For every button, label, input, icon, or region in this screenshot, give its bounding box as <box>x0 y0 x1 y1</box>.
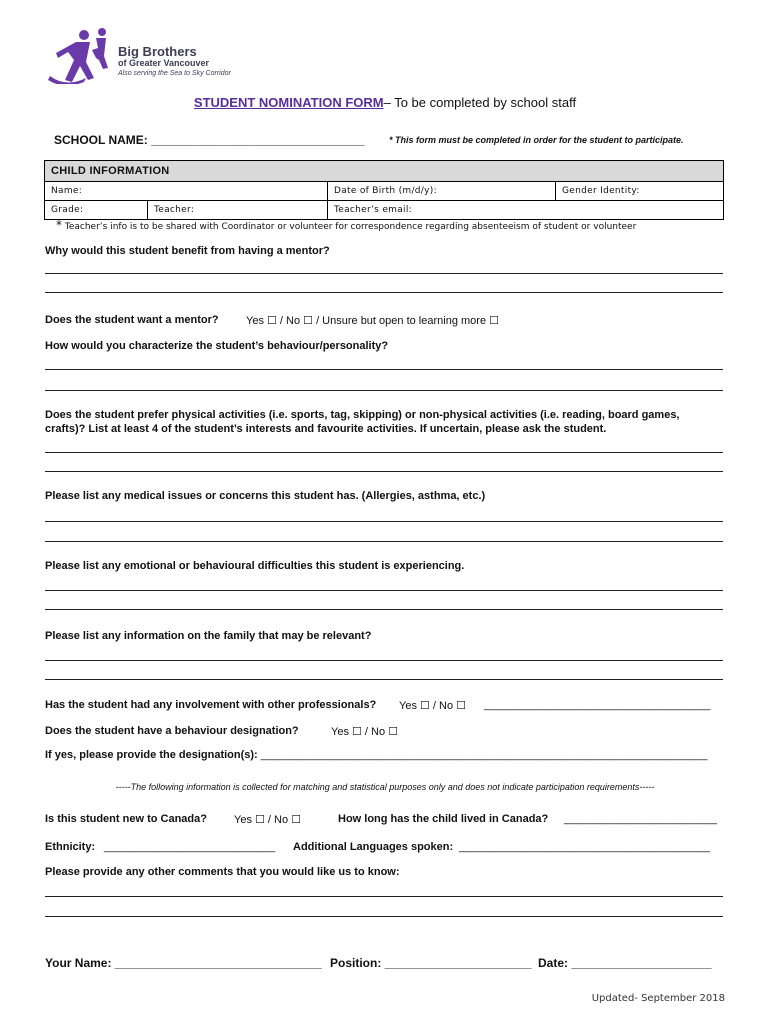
question-behaviour-personality: How would you characterize the student’s behaviour/personality? <box>45 340 389 352</box>
question-want-mentor: Does the student want a mentor? <box>45 314 219 326</box>
your-name-field[interactable]: Your Name: _______________________________ <box>45 956 322 970</box>
question-mentor-benefit: Why would this student benefit from having a mentor? <box>45 245 330 257</box>
teacher-field[interactable]: Teacher: <box>148 201 328 220</box>
ethnicity-label: Ethnicity: <box>45 841 96 853</box>
want-mentor-options[interactable]: Yes ☐ / No ☐ / Unsure but open to learning more ☐ <box>246 315 499 327</box>
question-activities-line2: crafts)? List at least 4 of the student’s interests and favourite activities. If uncertain, please ask the student. <box>45 423 607 435</box>
dob-field[interactable]: Date of Birth (m/d/y): <box>328 182 556 201</box>
question-designation-details <box>45 749 707 761</box>
child-information-table <box>44 160 724 220</box>
answer-line[interactable] <box>45 896 723 897</box>
child-name-field[interactable]: Name: <box>45 182 328 201</box>
gender-field[interactable]: Gender Identity: <box>556 182 724 201</box>
answer-line[interactable] <box>45 273 723 274</box>
answer-line[interactable] <box>45 369 723 370</box>
logo-tagline: Also serving the Sea to Sky Corridor <box>118 70 231 77</box>
position-field[interactable]: Position: ______________________ <box>330 956 532 970</box>
question-family: Please list any information on the family that may be relevant? <box>45 630 372 642</box>
form-title-subtitle: – To be completed by school staff <box>383 95 577 110</box>
question-new-to-canada: Is this student new to Canada? <box>45 813 207 825</box>
answer-line[interactable] <box>45 916 723 917</box>
logo-title: Big Brothers <box>118 44 197 59</box>
question-activities-line1: Does the student prefer physical activities (i.e. sports, tag, skipping) or non-physical activities (i.e. reading, board games, <box>45 409 680 421</box>
new-to-canada-options[interactable]: Yes ☐ / No ☐ <box>234 814 302 826</box>
answer-line[interactable] <box>45 390 723 391</box>
question-other-comments: Please provide any other comments that you would like us to know: <box>45 866 400 878</box>
answer-line[interactable] <box>45 521 723 522</box>
answer-line[interactable] <box>45 679 723 680</box>
years-in-canada-field[interactable]: _________________________ <box>564 813 717 825</box>
form-title <box>0 95 770 110</box>
question-medical: Please list any medical issues or concerns this student has. (Allergies, asthma, etc.) <box>45 490 486 502</box>
designation-options[interactable]: Yes ☐ / No ☐ <box>331 726 399 738</box>
school-name-field[interactable]: SCHOOL NAME: ________________________________ <box>54 133 365 147</box>
teacher-email-field[interactable]: Teacher’s email: <box>328 201 724 220</box>
child-info-heading: CHILD INFORMATION <box>45 161 724 182</box>
answer-line[interactable] <box>45 292 723 293</box>
answer-line[interactable] <box>45 590 723 591</box>
logo-subtitle: of Greater Vancouver <box>118 58 210 68</box>
answer-line[interactable] <box>45 471 723 472</box>
designation-details-label: If yes, please provide the designation(s): <box>45 749 258 761</box>
professionals-details-field[interactable]: _____________________________________ <box>484 699 711 711</box>
answer-line[interactable] <box>45 609 723 610</box>
ethnicity-field[interactable]: ____________________________ <box>104 841 276 853</box>
big-brothers-logo-icon <box>46 28 114 84</box>
teacher-info-note-text: Teacher’s info is to be shared with Coordinator or volunteer for correspondence regarding absenteeism of student or volunteer <box>64 222 637 232</box>
asterisk: * <box>56 218 62 232</box>
statistics-divider-note: -----The following information is collected for matching and statistical purposes only and does not indicate participation requirements----- <box>115 782 655 792</box>
designation-details-field[interactable]: _________________________________________________________________________ <box>260 749 708 761</box>
form-title-text: STUDENT NOMINATION FORM <box>193 95 384 110</box>
date-field[interactable]: Date: _____________________ <box>538 956 712 970</box>
school-note: * This form must be completed in order for the student to participate. <box>389 135 684 145</box>
question-behaviour-designation: Does the student have a behaviour designation? <box>45 725 299 737</box>
languages-label: Additional Languages spoken: <box>293 841 454 853</box>
question-professionals: Has the student had any involvement with other professionals? <box>45 699 377 711</box>
professionals-options[interactable]: Yes ☐ / No ☐ <box>399 700 467 712</box>
updated-date: Updated- September 2018 <box>591 993 725 1004</box>
answer-line[interactable] <box>45 541 723 542</box>
question-years-in-canada: How long has the child lived in Canada? <box>338 813 549 825</box>
question-emotional: Please list any emotional or behavioural difficulties this student is experiencing. <box>45 560 465 572</box>
languages-field[interactable]: _________________________________________ <box>459 841 710 853</box>
answer-line[interactable] <box>45 660 723 661</box>
grade-field[interactable]: Grade: <box>45 201 148 220</box>
answer-line[interactable] <box>45 452 723 453</box>
teacher-info-note <box>56 218 636 232</box>
